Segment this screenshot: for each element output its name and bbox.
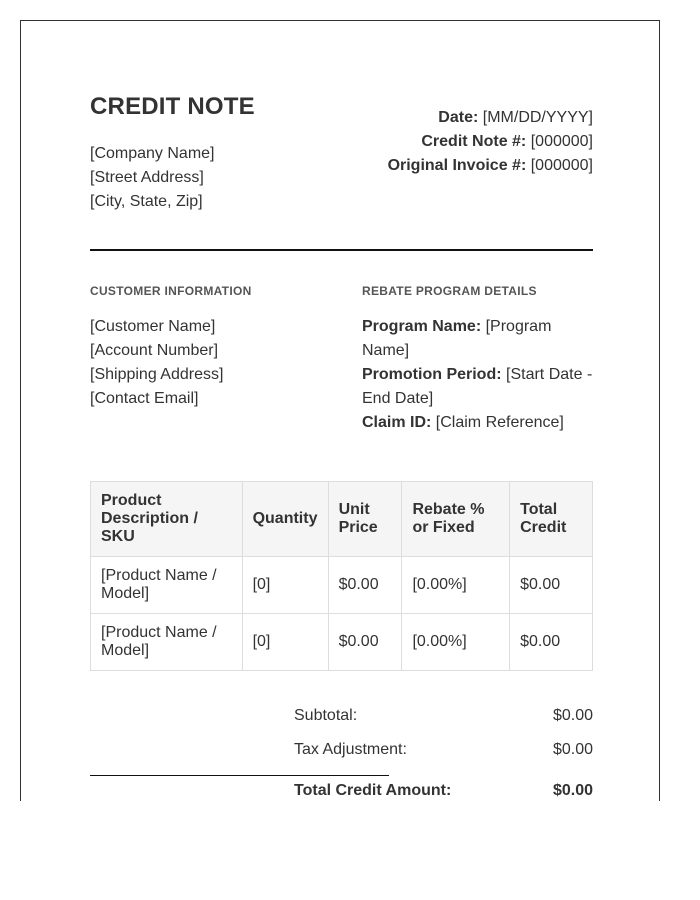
rebate-claim [362, 411, 602, 435]
meta-original-invoice-label: Original Invoice #: [387, 157, 527, 174]
col-header-quantity: Quantity [242, 482, 328, 557]
customer-info-block [90, 315, 223, 411]
credit-note-page [20, 20, 660, 801]
rebate-details-block [362, 315, 602, 435]
cell-quantity: [0] [242, 614, 328, 671]
claim-id-label: Claim ID: [362, 414, 432, 431]
subtotal-row [294, 707, 593, 741]
rebate-details-heading: REBATE PROGRAM DETAILS [362, 284, 537, 298]
header-divider [90, 249, 593, 251]
table-row [91, 557, 593, 614]
document-meta [388, 106, 593, 178]
totals-divider [90, 775, 389, 776]
table-header-row [91, 482, 593, 557]
totals-block [294, 707, 593, 775]
customer-name: [Customer Name] [90, 318, 216, 335]
meta-original-invoice [388, 154, 593, 178]
cell-total-credit: $0.00 [510, 614, 593, 671]
program-name-label: Program Name: [362, 318, 482, 335]
total-credit-label: Total Credit Amount: [294, 782, 452, 799]
cell-description: [Product Name / Model] [91, 557, 243, 614]
col-header-rebate: Rebate % or Fixed [402, 482, 510, 557]
company-city: [City, State, Zip] [90, 193, 203, 210]
meta-credit-note-label: Credit Note #: [421, 133, 527, 150]
customer-shipping-address: [Shipping Address] [90, 366, 224, 383]
meta-credit-note-number [388, 130, 593, 154]
meta-date-label: Date: [438, 109, 479, 126]
program-name-value: [Program Name] [362, 318, 552, 359]
cell-unit-price: $0.00 [328, 614, 402, 671]
cell-unit-price: $0.00 [328, 557, 402, 614]
customer-info-heading: CUSTOMER INFORMATION [90, 284, 252, 298]
promotion-period-value: [Start Date - End Date] [362, 366, 593, 407]
table-row [91, 614, 593, 671]
customer-account-number: [Account Number] [90, 342, 219, 359]
meta-date-value: [MM/DD/YYYY] [482, 109, 593, 126]
subtotal-value: $0.00 [552, 707, 593, 724]
document-title: CREDIT NOTE [90, 93, 255, 120]
col-header-description: Product Description / SKU [91, 482, 243, 557]
meta-credit-note-value: [000000] [530, 133, 593, 150]
cell-quantity: [0] [242, 557, 328, 614]
meta-original-invoice-value: [000000] [530, 157, 593, 174]
rebate-program [362, 315, 602, 363]
claim-id-value: [Claim Reference] [435, 414, 564, 431]
line-items-table [90, 481, 593, 671]
tax-adjustment-value: $0.00 [552, 741, 593, 758]
customer-contact-email: [Contact Email] [90, 390, 199, 407]
company-address-block [90, 142, 215, 214]
total-credit-value: $0.00 [552, 782, 593, 799]
tax-adjustment-row [294, 741, 593, 775]
cell-total-credit: $0.00 [510, 557, 593, 614]
col-header-total-credit: Total Credit [510, 482, 593, 557]
promotion-period-label: Promotion Period: [362, 366, 502, 383]
meta-date [388, 106, 593, 130]
col-header-unit-price: Unit Price [328, 482, 402, 557]
tax-adjustment-label: Tax Adjustment: [294, 741, 407, 758]
rebate-period [362, 363, 602, 411]
subtotal-label: Subtotal: [294, 707, 358, 724]
company-name: [Company Name] [90, 145, 215, 162]
cell-rebate: [0.00%] [402, 614, 510, 671]
cell-description: [Product Name / Model] [91, 614, 243, 671]
company-street: [Street Address] [90, 169, 204, 186]
cell-rebate: [0.00%] [402, 557, 510, 614]
